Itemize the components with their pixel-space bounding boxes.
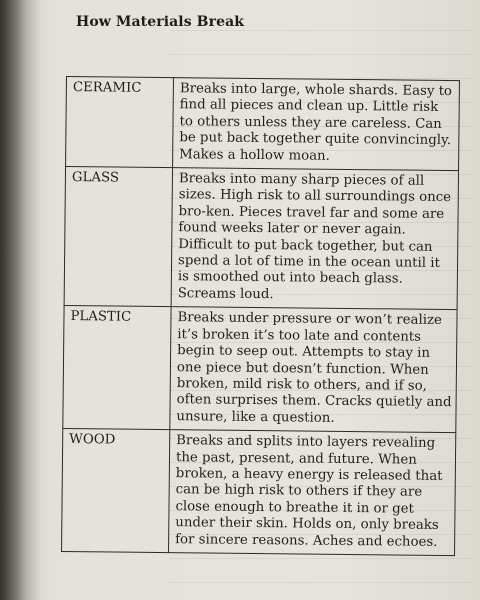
material-name: CERAMIC <box>66 77 174 168</box>
material-description: Breaks into many sharp pieces of all sizes. High risk to all surroundings once bro-ken. Pieces travel far and some are found weeks later or never again. Difficult to put back together, but can spend a lot of time in the ocean until it is smoothed out into beach glass. Screams loud. <box>171 168 458 310</box>
material-name: PLASTIC <box>63 306 171 430</box>
materials-table <box>61 76 460 556</box>
table-row <box>62 429 456 556</box>
material-name: GLASS <box>64 167 172 307</box>
material-description: Breaks and splits into layers revealing the past, present, and future. When broken, a heavy energy is released that can be high risk to others if they are close enough to breathe it in or get under their skin. Holds on, only breaks for sincere reasons. Aches and echoes. <box>169 430 456 556</box>
material-description: Breaks into large, whole shards. Easy to find all pieces and clean up. Little risk to others unless they are careless. Can be put back together quite convincingly. Makes a hollow moan. <box>173 78 460 171</box>
material-name: WOOD <box>62 429 170 553</box>
table-row <box>64 167 458 310</box>
book-spine-shadow <box>0 0 40 600</box>
material-description: Breaks under pressure or won’t realize it’s broken it’s too late and contents begin to seep out. Attempts to stay in one piece but doesn’t function. When broken, mild risk to others, and if so, often surprises them. Cracks quietly and unsure, like a question. <box>170 307 457 433</box>
table-row <box>63 306 457 433</box>
page-title: How Materials Break <box>76 14 245 30</box>
table-row <box>66 77 460 171</box>
